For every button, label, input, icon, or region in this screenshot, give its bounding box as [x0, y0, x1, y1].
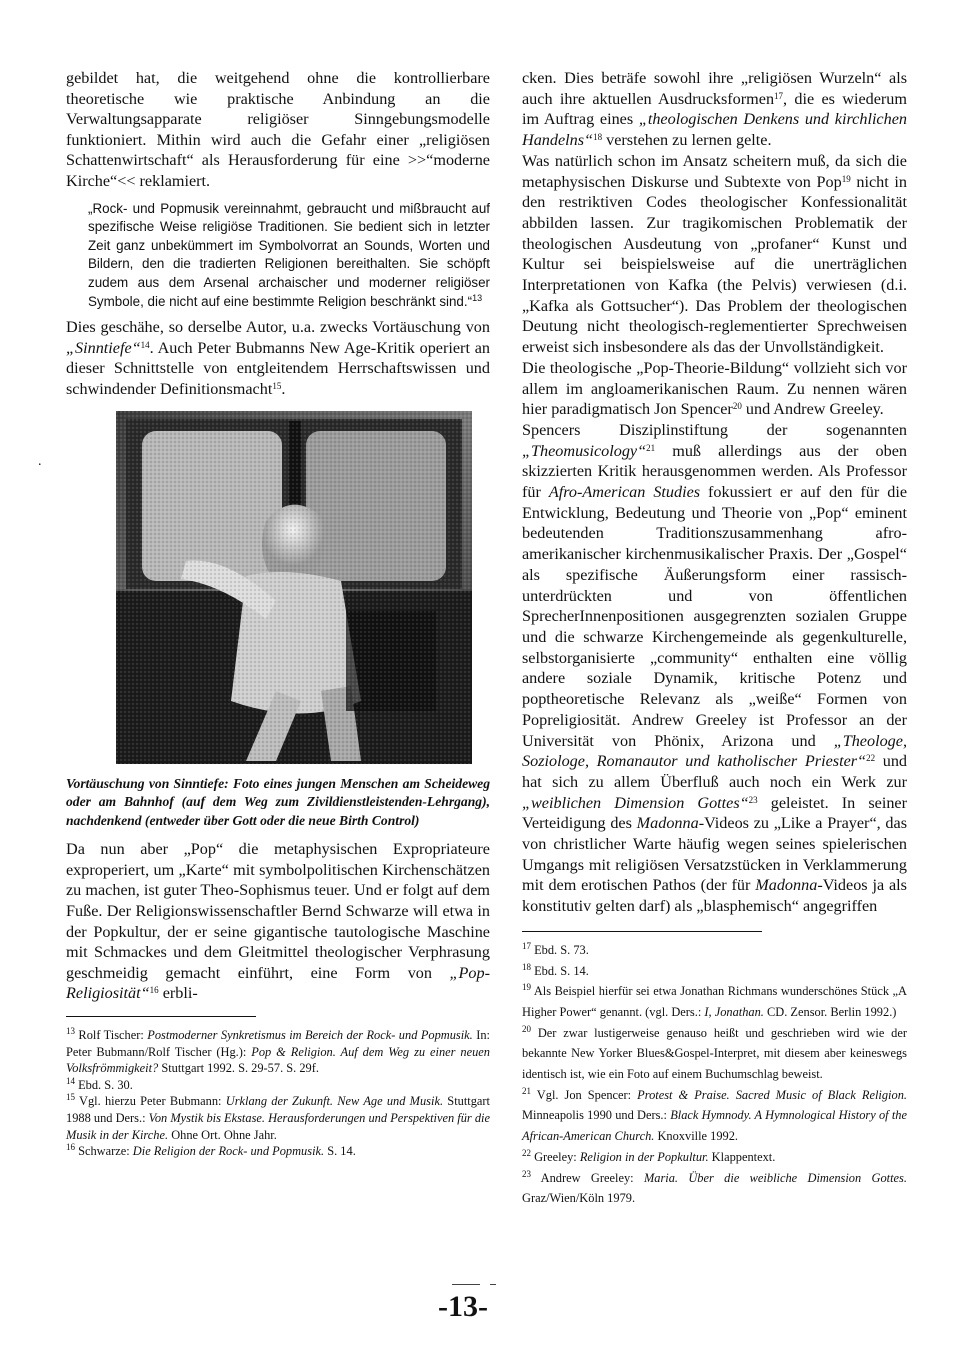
footnote-ref: 14 [140, 339, 150, 350]
text-run: Dies geschähe, so derselbe Autor, u.a. zwecks Vortäuschung von [66, 318, 490, 337]
footnote [66, 1027, 490, 1077]
footnote-ref: 17 [774, 90, 784, 101]
text-run: und hat sich zu allem Überfluß auch noch ein Werk zur [522, 752, 908, 791]
footnote-number: 23 [522, 1168, 531, 1179]
text-run: Ohne Ort. Ohne Jahr. [168, 1127, 277, 1142]
paragraph [522, 358, 907, 420]
text-run: , die es wiederum im Auftrag eines [522, 89, 907, 129]
left-column [66, 68, 490, 1160]
footnote-number: 14 [66, 1075, 75, 1086]
text-run: muß allerdings aus der oben skizzierten Kritik herausgenommen werden. Als Professor für [522, 441, 907, 502]
text-run: cken. Dies beträfe sowohl ihre „religiösen Wurzeln“ als auch ihre aktuellen Ausdrucksformen [522, 69, 907, 108]
emphasis: I, Jonathan. [704, 1004, 764, 1019]
emphasis: „Theomusicology“ [522, 441, 647, 460]
footnote-ref: 19 [841, 173, 851, 184]
footnote-number: 19 [522, 982, 531, 993]
text-run: -Videos ja als konstitutiv gelten darf) als „blasphemisch“ angegriffen [522, 876, 907, 916]
text-run: Schwarze: [75, 1144, 133, 1159]
text-run: . Auch Peter Bubmanns New Age-Kritik operiert an dieser Schnittstelle von entgleitendem Herrschaftswissen und schwindender Definitionsmacht [66, 338, 490, 398]
paragraph [522, 151, 907, 358]
text-run: und Andrew Greeley. [741, 400, 884, 419]
footnote-number: 22 [522, 1147, 531, 1158]
footnote-ref: 13 [472, 292, 483, 303]
text-run: Rolf Tischer: [75, 1028, 148, 1043]
text-run: Stuttgart 1988 und Ders.: [66, 1094, 490, 1125]
text-run: Da nun aber „Pop“ die metaphysischen Expropriateure exproperiert, um „Karte“ mit symbolpolitischen Kirchenschätzen zu machen, ist guter Theo-Sophismus teuer. Und er folgt auf dem Fuße. Der Religionswissenschaftler Bernd Schwarze will etwa in der Popkultur, der er seine gigantische tautologische Maschine mit Schmackes und dem Gleitmittel theologischer Verphrasung geschmeidig gemacht einführt, eine Form von [66, 840, 490, 982]
emphasis: „Theologe, Soziologe, Romanautor und katholischer Priester“ [522, 731, 907, 771]
emphasis: Pop & Religion. Auf dem Weg zu einer neuen Volksfrömmigkeit? [66, 1044, 490, 1076]
text-run: Der zwar lustigerweise genauso heißt und geschrieben wird wie der bekannte New Yorker Blues&Gospel-Interpret, mit diesem aber keineswegs identisch ist, wie ein Foto auf einem Buchumschlag beweist. [522, 1025, 907, 1082]
text-run: Als Beispiel hierfür sei etwa Jonathan Richmans wunderschönes Stück „A Higher Power“ genannt. (vgl. Ders.: [522, 984, 907, 1019]
footnote-separator [66, 1016, 256, 1017]
footnote [66, 1093, 490, 1143]
text-run: CD. Zensor. Berlin 1992.) [763, 1004, 897, 1019]
text-run: Ebd. S. 73. [531, 942, 589, 957]
emphasis: „weiblichen Dimension Gottes“ [522, 793, 749, 812]
text-run: Vgl. hierzu Peter Bubmann: [75, 1094, 226, 1109]
emphasis: „Pop-Religiosität“ [66, 963, 490, 1003]
text-run: S. 14. [324, 1144, 356, 1159]
page-mark [452, 1284, 480, 1285]
paragraph [66, 839, 490, 1004]
quote-text: „Rock- und Popmusik vereinnahmt, gebraucht und mißbraucht auf spezifische Weise religiöse Traditionen. Sie bedient sich in letzter Zeit ganz unbekümmert im Symbolvorrat an Sounds, Worten und Bildern, den die tradierten Religionen bereithalten. Sie schöpft zudem aus dem Arsenal archaischer und moderner religiöser Symbole, die nicht auf eine bestimmte Religion beschränkt sind.“ [88, 200, 490, 309]
footnote-number: 17 [522, 940, 531, 951]
photo-image [116, 411, 472, 764]
emphasis: Von Mystik bis Ekstase. Herausforderungen und Perspektiven für die Musik in der Kirche. [66, 1111, 490, 1142]
emphasis: Maria. Über die weibliche Dimension Gottes. [643, 1170, 907, 1185]
footnote-ref: 23 [748, 794, 758, 805]
text-run: Stuttgart 1992. S. 29-57. S. 29f. [158, 1061, 319, 1076]
emphasis: Religion in der Popkultur. [579, 1149, 709, 1164]
emphasis: Afro-American Studies [548, 483, 701, 502]
text-run: verstehen zu lernen gelte. [602, 131, 772, 150]
text-run: Graz/Wien/Köln 1979. [522, 1191, 636, 1206]
paragraph: gebildet hat, die weitgehend ohne die kontrollierbare theoretische wie praktische Anbindung an die Verwaltungsapparate religiöser Sinngebungsmodelle funktioniert. Mithin wird auch die Gefahr einer „religiösen Schattenwirtschaft“ als Herausforderung für eine >>“moderne Kirche“<< reklamiert. [66, 69, 490, 190]
text-run: Ebd. S. 30. [75, 1077, 133, 1092]
right-column [522, 68, 907, 1209]
footnote [522, 1147, 907, 1168]
text-run: erbli- [158, 984, 198, 1003]
footnote-number: 15 [66, 1092, 75, 1103]
footnote [522, 1085, 907, 1147]
emphasis: Protest & Praise. Sacred Music of Black Religion. [637, 1087, 907, 1102]
text-run: -Videos zu „Like a Prayer“, das von christlicher Warte häufig wegen seines spielerischen Umgangs mit religiösen Versatzstücken in Verklammerung mit dem erotischen Pathos (der für [522, 814, 907, 895]
footnote-ref: 15 [272, 380, 282, 391]
paragraph [522, 420, 907, 917]
footnote-ref: 22 [866, 753, 876, 764]
emphasis: Urklang der Zukunft. New Age und Musik. [225, 1094, 444, 1109]
photo-caption: Vortäuschung von Sinntiefe: Foto eines jungen Menschen am Scheideweg oder am Bahnhof (auf dem Weg zum Zivildienstleistenden-Lehrgang), nachdenkend (entweder über Gott oder die neue Birth Control) [66, 775, 490, 828]
emphasis: Black Hymnody. A Hymnological History of the African-American Church. [522, 1108, 907, 1144]
emphasis: „theologischen Denkens und kirchlichen Handelns“ [522, 110, 907, 150]
text-run: geleistet. In seiner Verteidigung des [522, 793, 907, 833]
text-run: Minneapolis 1990 und Ders.: [522, 1108, 671, 1123]
text-run: Die theologische „Pop-Theorie-Bildung“ vollzieht sich vor allem im angloamerikanischen Raum. Zu nennen wären hier paradigmatisch Jon Spencer [522, 358, 907, 419]
footnote-number: 21 [522, 1085, 531, 1096]
footnote-ref: 18 [593, 132, 603, 143]
footnote [66, 1143, 490, 1160]
footnote-number: 18 [522, 961, 531, 972]
footnote-number: 20 [522, 1023, 531, 1034]
text-run: Knoxville 1992. [654, 1129, 739, 1144]
emphasis: Die Religion der Rock- und Popmusik. [132, 1144, 325, 1159]
text-run: Ebd. S. 14. [531, 963, 589, 978]
footnote [522, 961, 907, 982]
text-run: In: Peter Bubmann/Rolf Tischer (Hg.): [66, 1028, 490, 1059]
text-run: Vgl. Jon Spencer: [531, 1087, 638, 1102]
photo [116, 411, 472, 764]
text-run: Spencers Disziplinstiftung der sogenannten [522, 420, 907, 439]
footnote-ref: 20 [732, 401, 742, 412]
emphasis: Madonna [755, 876, 818, 895]
text-run: . [281, 379, 286, 398]
text-run: fokussiert er auf den für die Entwicklung, Bedeutung und Theorie von „Pop“ eminent bedeutenden Traditionszusammenhang afro-amerikanischer kirchenmusikalischer Praxis. Der „Gospel“ als spezifische Äußerungsform einer rassisch-unterdrückten und von öffentlichen SprecherInnenpositionen ausgegrenzten sozialen Gruppe und die schwarze Kirchengemeinde als gegenkulturelle, selbstorganisierte „community“ enthalten eine völlig andere soziale Dynamik, kritische Potenz und poptheoretische Relevanz als „weiße“ Formen von Popreligiosität. Andrew Greeley ist Professor an der Universität von Phönix, Arizona und [522, 483, 907, 750]
footnote-ref: 16 [149, 985, 159, 996]
emphasis: Postmoderner Synkretismus im Bereich der Rock- und Popmusik. [147, 1028, 473, 1043]
text-run: Greeley: [531, 1149, 580, 1164]
emphasis: „Sinntiefe“ [66, 338, 141, 357]
text-run: Was natürlich schon im Ansatz scheitern muß, da sich die metaphysischen Diskurse und Subtexte von Pop [522, 151, 907, 191]
stray-dot-mark: . [38, 454, 42, 469]
footnote [522, 981, 907, 1022]
footnote [522, 1023, 907, 1085]
text-run: nicht in den restriktiven Codes theologischer Konfessionalität abbilden lassen. Zur tragikomischen Problematik der theologischen Ausdeutung von „profaner“ Kunst und Kultur sei beispielsweise auf die unerträglichen Interpretationen von Kafka (the Pelvis) verwiesen (d.i. „Kafka als Gottsucher“). Das Problem der theologischen Deutung nicht theologisch-reglementierter Sprechweisen erweist sich insbesondere als das der Unvollständigkeit. [522, 172, 908, 357]
paragraph [522, 68, 907, 151]
footnote-separator [522, 931, 762, 932]
footnote-number: 13 [66, 1026, 75, 1037]
footnote-ref: 21 [646, 442, 656, 453]
footnote [66, 1077, 490, 1094]
paragraph [66, 317, 490, 399]
footnote-number: 16 [66, 1142, 75, 1153]
footnote [522, 1168, 907, 1209]
emphasis: Madonna [636, 814, 699, 833]
block-quote [88, 200, 490, 312]
page-mark [490, 1284, 496, 1285]
text-run: Klappentext. [708, 1149, 776, 1164]
footnote [522, 940, 907, 961]
text-run: Andrew Greeley: [531, 1170, 644, 1185]
page-number: -13- [438, 1290, 488, 1323]
